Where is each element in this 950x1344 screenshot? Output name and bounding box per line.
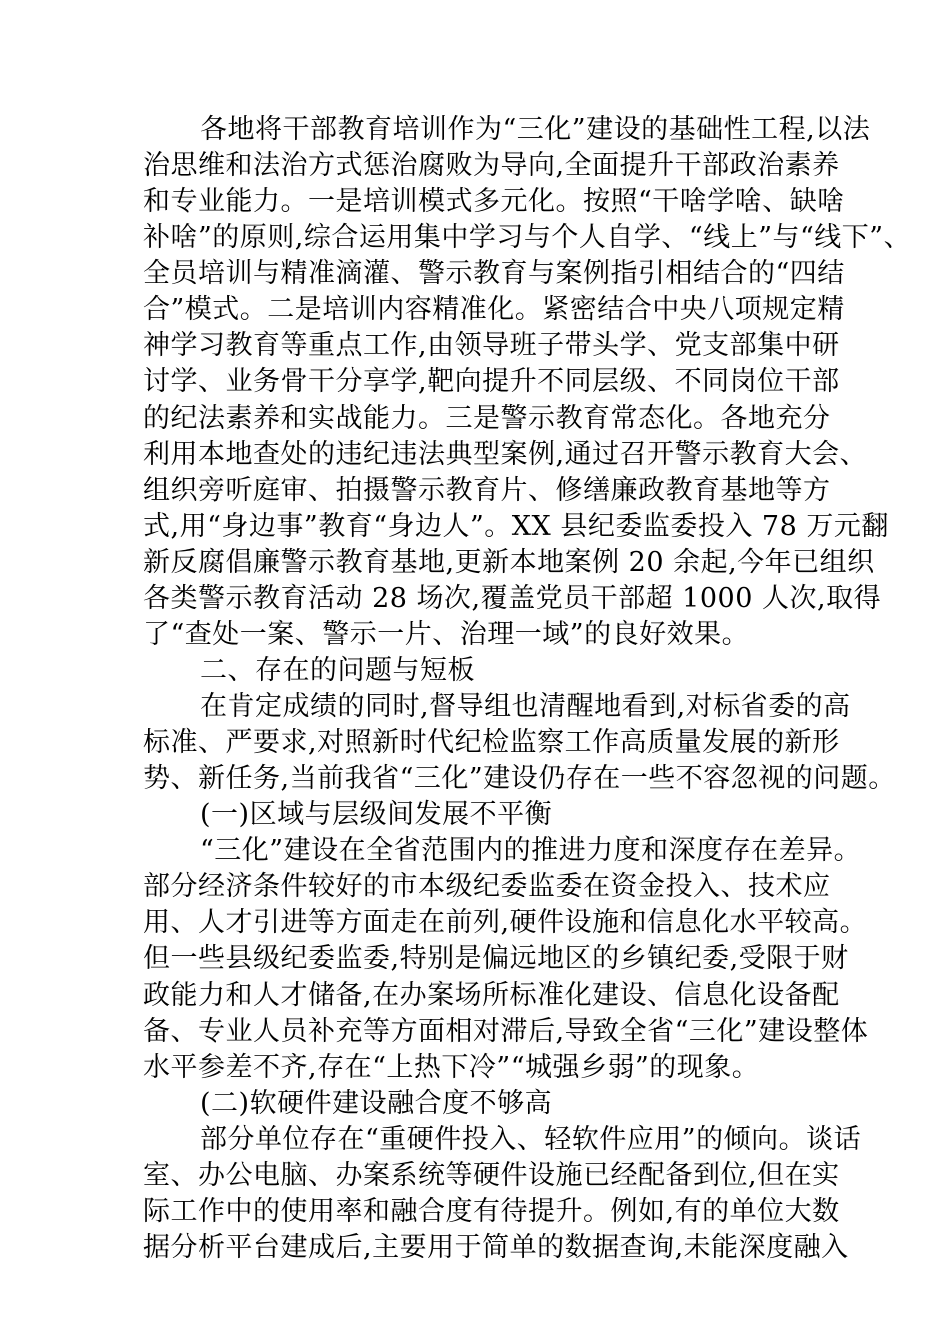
text-line: 全员培训与精准滴灌、警示教育与案例指引相结合的“四结 (143, 258, 845, 290)
text-line: 标准、严要求,对照新时代纪检监察工作高质量发展的新形 (143, 727, 840, 759)
text-line: 政能力和人才储备,在办案场所标准化建设、信息化设备配 (143, 979, 840, 1011)
text-line: 室、办公电脑、办案系统等硬件设施已经配备到位,但在实 (143, 1159, 840, 1191)
text-line: 但一些县级纪委监委,特别是偏远地区的乡镇纪委,受限于财 (143, 943, 849, 975)
body-paragraph (143, 1122, 862, 1266)
text-line: 新反腐倡廉警示教育基地,更新本地案例 20 余起,今年已组织 (143, 546, 875, 578)
section-heading (143, 653, 823, 689)
body-paragraph (143, 689, 896, 797)
text-line: 补啥”的原则,综合运用集中学习与个人自学、“线上”与“线下”、 (143, 222, 912, 254)
text-line: 部分经济条件较好的市本级纪委监委在资金投入、技术应 (143, 871, 831, 903)
text-line: 二、存在的问题与短板 (200, 654, 475, 686)
text-line: 势、新任务,当前我省“三化”建设仍存在一些不容忽视的问题。 (143, 763, 896, 795)
text-line: 治思维和法治方式惩治腐败为导向,全面提升干部政治素养 (143, 150, 840, 182)
body-paragraph (143, 112, 912, 653)
text-line: 水平参差不齐,存在“上热下冷”“城强乡弱”的现象。 (143, 1051, 760, 1083)
text-line: 在肯定成绩的同时,督导组也清醒地看到,对标省委的高 (200, 691, 851, 722)
section-heading (143, 797, 823, 833)
section-heading (143, 1086, 823, 1122)
text-line: (二)软硬件建设融合度不够高 (200, 1087, 553, 1119)
text-line: 据分析平台建成后,主要用于简单的数据查询,未能深度融入 (143, 1231, 849, 1263)
text-line: 和专业能力。一是培训模式多元化。按照“干啥学啥、缺啥 (143, 186, 845, 218)
text-line: 用、人才引进等方面走在前列,硬件设施和信息化水平较高。 (143, 907, 868, 939)
text-line: 各地将干部教育培训作为“三化”建设的基础性工程,以法 (200, 114, 871, 145)
text-line: 部分单位存在“重硬件投入、轻软件应用”的倾向。谈话 (200, 1123, 862, 1155)
document-page (143, 112, 912, 1266)
text-line: 利用本地查处的违纪违法典型案例,通过召开警示教育大会、 (143, 438, 868, 470)
text-line: 合”模式。二是培训内容精准化。紧密结合中央八项规定精 (143, 294, 845, 326)
body-paragraph (143, 833, 869, 1085)
text-line: 了“查处一案、警示一片、治理一域”的良好效果。 (143, 618, 750, 650)
text-line: (一)区域与层级间发展不平衡 (200, 799, 553, 831)
text-line: 式,用“身边事”教育“身边人”。XX 县纪委监委投入 78 万元翻 (143, 510, 889, 542)
text-line: 备、专业人员补充等方面相对滞后,导致全省“三化”建设整体 (143, 1015, 869, 1047)
text-line: 的纪法素养和实战能力。三是警示教育常态化。各地充分 (143, 402, 831, 434)
text-line: 讨学、业务骨干分享学,靶向提升不同层级、不同岗位干部 (143, 366, 840, 398)
text-line: “三化”建设在全省范围内的推进力度和深度存在差异。 (200, 835, 862, 867)
text-line: 各类警示教育活动 28 场次,覆盖党员干部超 1000 人次,取得 (143, 582, 882, 614)
text-line: 神学习教育等重点工作,由领导班子带头学、党支部集中研 (143, 330, 840, 362)
text-line: 际工作中的使用率和融合度有待提升。例如,有的单位大数 (143, 1195, 840, 1227)
text-line: 组织旁听庭审、拍摄警示教育片、修缮廉政教育基地等方 (143, 474, 831, 506)
